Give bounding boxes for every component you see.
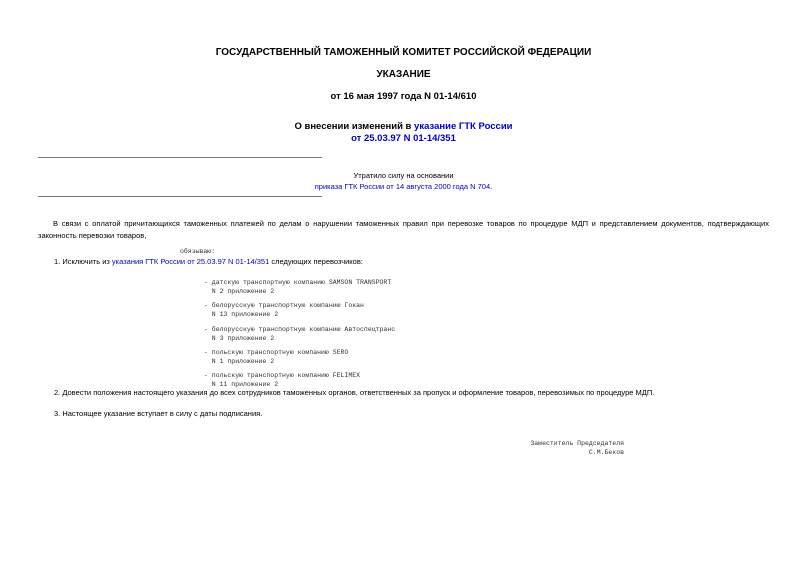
- document-date-number: от 16 мая 1997 года N 01-14/610: [330, 91, 477, 102]
- item-1-suffix: следующих перевозчиков:: [269, 257, 363, 266]
- carrier-name: - датскую транспортную компанию SAMSON TRANSPORT: [204, 279, 392, 286]
- item-1-directive-link[interactable]: указания ГТК России от 25.03.97 N 01-14/351: [111, 257, 270, 266]
- carrier-name: - белорусскую транспортную компанию Гокан: [204, 302, 364, 309]
- carrier-attachment: N 11 приложение 2: [204, 381, 279, 388]
- document-title-line2: [0, 133, 807, 144]
- carrier-entry: [204, 301, 364, 319]
- carrier-entry: [204, 371, 360, 389]
- carrier-name: - польскую транспортную компанию SERO: [204, 349, 349, 356]
- carrier-attachment: N 1 приложение 2: [204, 358, 275, 365]
- document-type-heading: УКАЗАНИЕ: [376, 69, 431, 80]
- item-1-prefix: 1. Исключить из: [54, 257, 112, 266]
- carrier-name: - белорусскую транспортную компанию Автоспецтранс: [204, 326, 396, 333]
- intro-paragraph: В связи с оплатой причитающихся таможенных платежей по делам о нарушении таможенных правил при перевозке товаров по процедуре МДП и представлением документов, подтверждающих законность перевозки товаров,: [38, 219, 769, 240]
- status-order-link[interactable]: приказа ГТК России от 14 августа 2000 года N 704: [314, 182, 491, 191]
- item-2: 2. Довести положения настоящего указания до всех сотрудников таможенных органов, ответственных за пропуск и оформление товаров, перевозимых по процедуре МДП.: [54, 388, 655, 397]
- divider-top: [38, 157, 322, 158]
- carrier-entry: [204, 325, 395, 343]
- committee-heading: ГОСУДАРСТВЕННЫЙ ТАМОЖЕННЫЙ КОМИТЕТ РОССИЙСКОЙ ФЕДЕРАЦИИ: [215, 47, 592, 58]
- status-line2: [0, 182, 807, 191]
- carrier-attachment: N 2 приложение 2: [204, 288, 275, 295]
- signature-block: [520, 439, 624, 457]
- title-link-directive[interactable]: указание ГТК России: [414, 121, 513, 132]
- status-suffix: .: [490, 182, 493, 191]
- signature-position: Заместитель Председателя: [530, 440, 624, 447]
- item-3: 3. Настоящее указание вступает в силу с даты подписания.: [54, 409, 263, 418]
- carrier-attachment: N 3 приложение 2: [204, 335, 275, 342]
- title-prefix: О внесении изменений в: [294, 121, 415, 132]
- carrier-attachment: N 13 приложение 2: [204, 311, 279, 318]
- carrier-name: - польскую транспортную компанию FELIMEX: [204, 372, 361, 379]
- signature-name: С.М.Беков: [588, 449, 624, 456]
- item-1: [54, 257, 363, 266]
- divider-bottom: [38, 196, 322, 197]
- carrier-entry: [204, 278, 391, 296]
- status-line1: Утратило силу на основании: [353, 171, 454, 180]
- title-link-date-number[interactable]: от 25.03.97 N 01-14/351: [351, 133, 456, 144]
- carrier-entry: [204, 348, 348, 366]
- document-title-line1: [0, 121, 807, 132]
- ordered-word: обязываю:: [180, 248, 216, 255]
